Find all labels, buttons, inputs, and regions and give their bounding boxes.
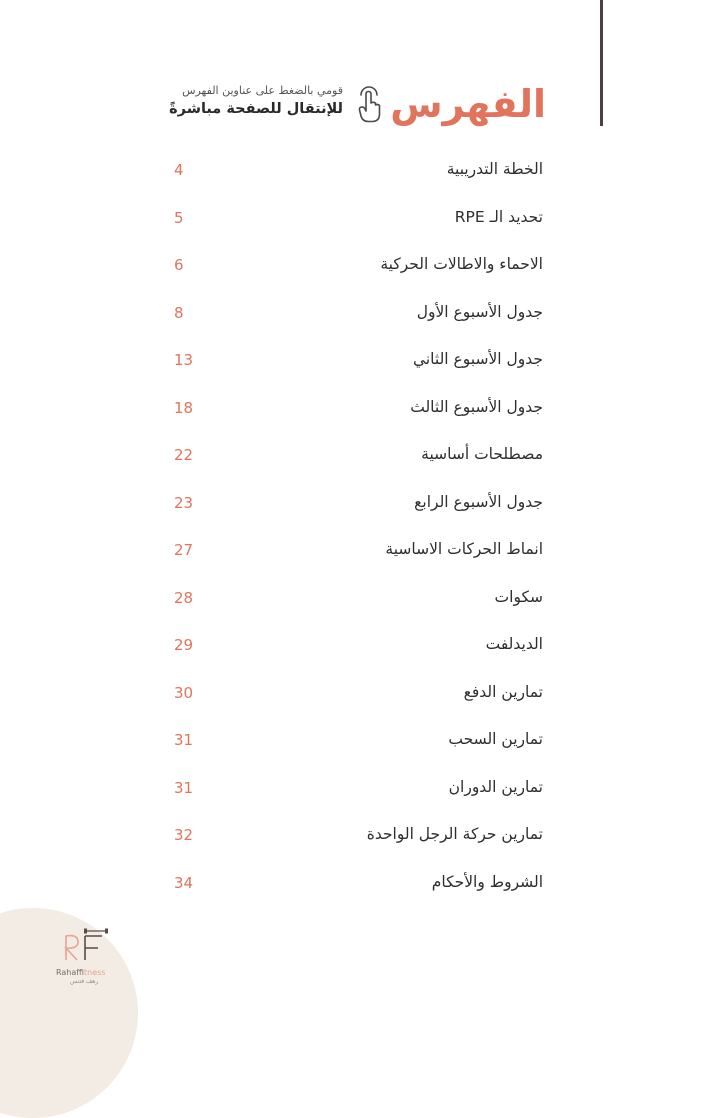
toc-item-page[interactable]: 18	[174, 398, 194, 417]
toc-item-page[interactable]: 8	[174, 303, 184, 322]
toc-item-label[interactable]: مصطلحات أساسية	[421, 445, 543, 463]
toc-item-page[interactable]: 34	[174, 873, 194, 892]
toc-item-page[interactable]: 28	[174, 588, 194, 607]
index-hint-subtext: للإنتقال للصفحة مباشرةً	[169, 101, 343, 117]
toc-item-page[interactable]: 13	[174, 351, 194, 369]
toc-item[interactable]	[0, 720, 718, 768]
toc-item-page[interactable]: 27	[174, 541, 194, 559]
toc-item-page[interactable]: 31	[174, 731, 194, 749]
index-hint-text: قومي بالضغط على عناوين الفهرس	[182, 84, 343, 97]
tap-hand-icon	[352, 84, 386, 124]
toc-item-page[interactable]: 29	[174, 636, 194, 654]
toc-item[interactable]	[0, 530, 718, 578]
toc-item[interactable]	[0, 340, 718, 388]
toc-item[interactable]	[0, 815, 718, 863]
brand-name-main: Rahaf	[56, 968, 84, 977]
toc-item-page[interactable]: 22	[174, 446, 194, 464]
toc-item[interactable]	[0, 198, 718, 246]
header-vertical-rule	[600, 0, 603, 126]
toc-item-label[interactable]: تمارين الدوران	[448, 777, 543, 796]
toc-item-label[interactable]: تمارين حركة الرجل الواحدة	[366, 825, 543, 843]
toc-item[interactable]	[0, 435, 718, 483]
brand-logo-text	[56, 968, 105, 977]
toc-item-label[interactable]: الخطة التدريبية	[446, 160, 543, 178]
toc-item-page[interactable]: 30	[174, 683, 194, 702]
toc-item-label[interactable]: الديدلفت	[485, 635, 543, 653]
toc-item[interactable]	[0, 625, 718, 673]
toc-item[interactable]	[0, 673, 718, 721]
toc-item-label[interactable]: جدول الأسبوع الثالث	[410, 397, 543, 416]
toc-item-page[interactable]: 32	[174, 826, 194, 844]
page-title: الفهرس	[390, 82, 546, 126]
brand-name-accent: fitness	[84, 968, 106, 977]
toc-item-label[interactable]: سكوات	[494, 587, 543, 606]
toc-item-label[interactable]: تحديد الـ RPE	[454, 207, 543, 226]
toc-item[interactable]	[0, 768, 718, 816]
toc-item[interactable]	[0, 245, 718, 293]
toc-item-label[interactable]: تمارين السحب	[448, 730, 543, 748]
table-of-contents	[0, 150, 718, 910]
toc-item-label[interactable]: انماط الحركات الاساسية	[385, 540, 543, 558]
toc-item-page[interactable]: 5	[174, 208, 184, 227]
toc-item[interactable]	[0, 578, 718, 626]
brand-logo-mark	[58, 928, 110, 962]
toc-item-page[interactable]: 31	[174, 778, 194, 797]
toc-item-label[interactable]: الاحماء والاطالات الحركية	[380, 255, 543, 273]
toc-item[interactable]	[0, 150, 718, 198]
toc-item-label[interactable]: جدول الأسبوع الثاني	[412, 350, 543, 368]
toc-item-page[interactable]: 6	[174, 256, 184, 274]
brand-logo-subtitle: رهف فتنس	[70, 978, 99, 985]
toc-item[interactable]	[0, 293, 718, 341]
toc-item-label[interactable]: جدول الأسبوع الأول	[416, 302, 543, 321]
toc-item-label[interactable]: تمارين الدفع	[463, 682, 543, 701]
toc-item[interactable]	[0, 863, 718, 911]
toc-item[interactable]	[0, 388, 718, 436]
toc-item-label[interactable]: الشروط والأحكام	[431, 872, 543, 891]
toc-item-label[interactable]: جدول الأسبوع الرابع	[414, 492, 543, 511]
toc-item[interactable]	[0, 483, 718, 531]
toc-item-page[interactable]: 4	[174, 161, 184, 179]
toc-item-page[interactable]: 23	[174, 493, 194, 512]
